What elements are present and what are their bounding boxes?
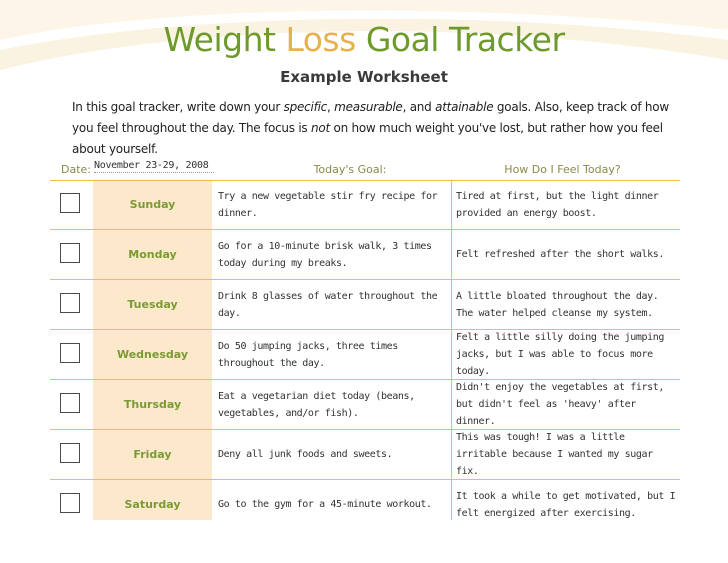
goal-column-header: Today's Goal: (313, 163, 387, 176)
tracker-table (50, 180, 680, 529)
day-checkbox[interactable] (60, 293, 80, 313)
title-part-goal-tracker: Goal Tracker (355, 20, 565, 59)
feel-text: Felt a little silly doing the jumping jacks, but I was able to focus more today. (456, 332, 664, 377)
feel-text: Felt refreshed after the short walks. (456, 249, 664, 260)
date-label: Date: (61, 163, 91, 176)
day-checkbox[interactable] (60, 443, 80, 463)
feel-cell[interactable] (456, 380, 680, 429)
date-field[interactable]: November 23-29, 2008 (94, 160, 214, 173)
intro-emphasis: measurable (334, 100, 403, 114)
day-label: Thursday (123, 398, 182, 411)
goal-cell[interactable] (218, 230, 446, 279)
intro-emphasis: specific (283, 100, 328, 114)
intro-text: , and (402, 100, 436, 114)
goal-cell[interactable] (218, 430, 446, 479)
feel-text: Didn't enjoy the vegetables at first, but didn't feel as 'heavy' after dinner. (456, 382, 664, 427)
page-title (0, 20, 728, 59)
intro-emphasis: attainable (435, 100, 494, 114)
goal-text: Deny all junk foods and sweets. (218, 449, 393, 460)
feel-cell[interactable] (456, 180, 680, 229)
feel-cell[interactable] (456, 230, 680, 279)
goal-cell[interactable] (218, 380, 446, 429)
day-checkbox[interactable] (60, 243, 80, 263)
intro-paragraph (72, 97, 672, 160)
table-row (50, 330, 680, 380)
day-checkbox[interactable] (60, 393, 80, 413)
day-checkbox[interactable] (60, 493, 80, 513)
feel-text: Tired at first, but the light dinner provided an energy boost. (456, 190, 659, 219)
goal-text: Drink 8 glasses of water throughout the day. (218, 290, 438, 319)
table-row (50, 480, 680, 529)
day-checkbox[interactable] (60, 343, 80, 363)
feel-text: It took a while to get motivated, but I felt energized after exercising. (456, 490, 676, 519)
day-label: Tuesday (127, 298, 178, 311)
feel-cell[interactable] (456, 430, 680, 479)
day-checkbox[interactable] (60, 193, 80, 213)
day-label: Wednesday (116, 348, 189, 361)
feel-column-header: How Do I Feel Today? (504, 163, 621, 176)
goal-text: Go to the gym for a 45-minute workout. (218, 499, 432, 510)
intro-text: on how much weight you've lost, but rather how you feel about yourself. (72, 121, 663, 156)
goal-cell[interactable] (218, 480, 446, 529)
goal-text: Go for a 10-minute brisk walk, 3 times today during my breaks. (218, 240, 432, 269)
intro-text: , (327, 100, 335, 114)
table-row (50, 230, 680, 280)
table-row (50, 280, 680, 330)
goal-text: Try a new vegetable stir fry recipe for dinner. (218, 190, 438, 219)
table-row (50, 430, 680, 480)
goal-cell[interactable] (218, 330, 446, 379)
page-subtitle: Example Worksheet (280, 68, 448, 86)
title-part-loss: Loss (285, 20, 356, 59)
day-label: Sunday (129, 198, 176, 211)
feel-text: This was tough! I was a little irritable because I wanted my sugar fix. (456, 432, 653, 477)
goal-cell[interactable] (218, 180, 446, 229)
feel-text: A little bloated throughout the day. The water helped cleanse my system. (456, 290, 659, 319)
title-part-weight: Weight (163, 20, 286, 59)
goal-cell[interactable] (218, 280, 446, 329)
goal-text: Do 50 jumping jacks, three times throughout the day. (218, 340, 398, 369)
day-label: Saturday (124, 498, 181, 511)
feel-cell[interactable] (456, 280, 680, 329)
day-label: Friday (133, 448, 172, 461)
table-row (50, 180, 680, 230)
intro-emphasis: not (311, 121, 330, 135)
intro-text: In this goal tracker, write down your (72, 100, 284, 114)
intro-text: goals. Also, keep track of how you feel throughout the day. The focus is (72, 100, 669, 135)
table-row (50, 380, 680, 430)
day-label: Monday (128, 248, 177, 261)
feel-cell[interactable] (456, 480, 680, 529)
feel-cell[interactable] (456, 330, 680, 379)
goal-text: Eat a vegetarian diet today (beans, vegetables, and/or fish). (218, 390, 415, 419)
